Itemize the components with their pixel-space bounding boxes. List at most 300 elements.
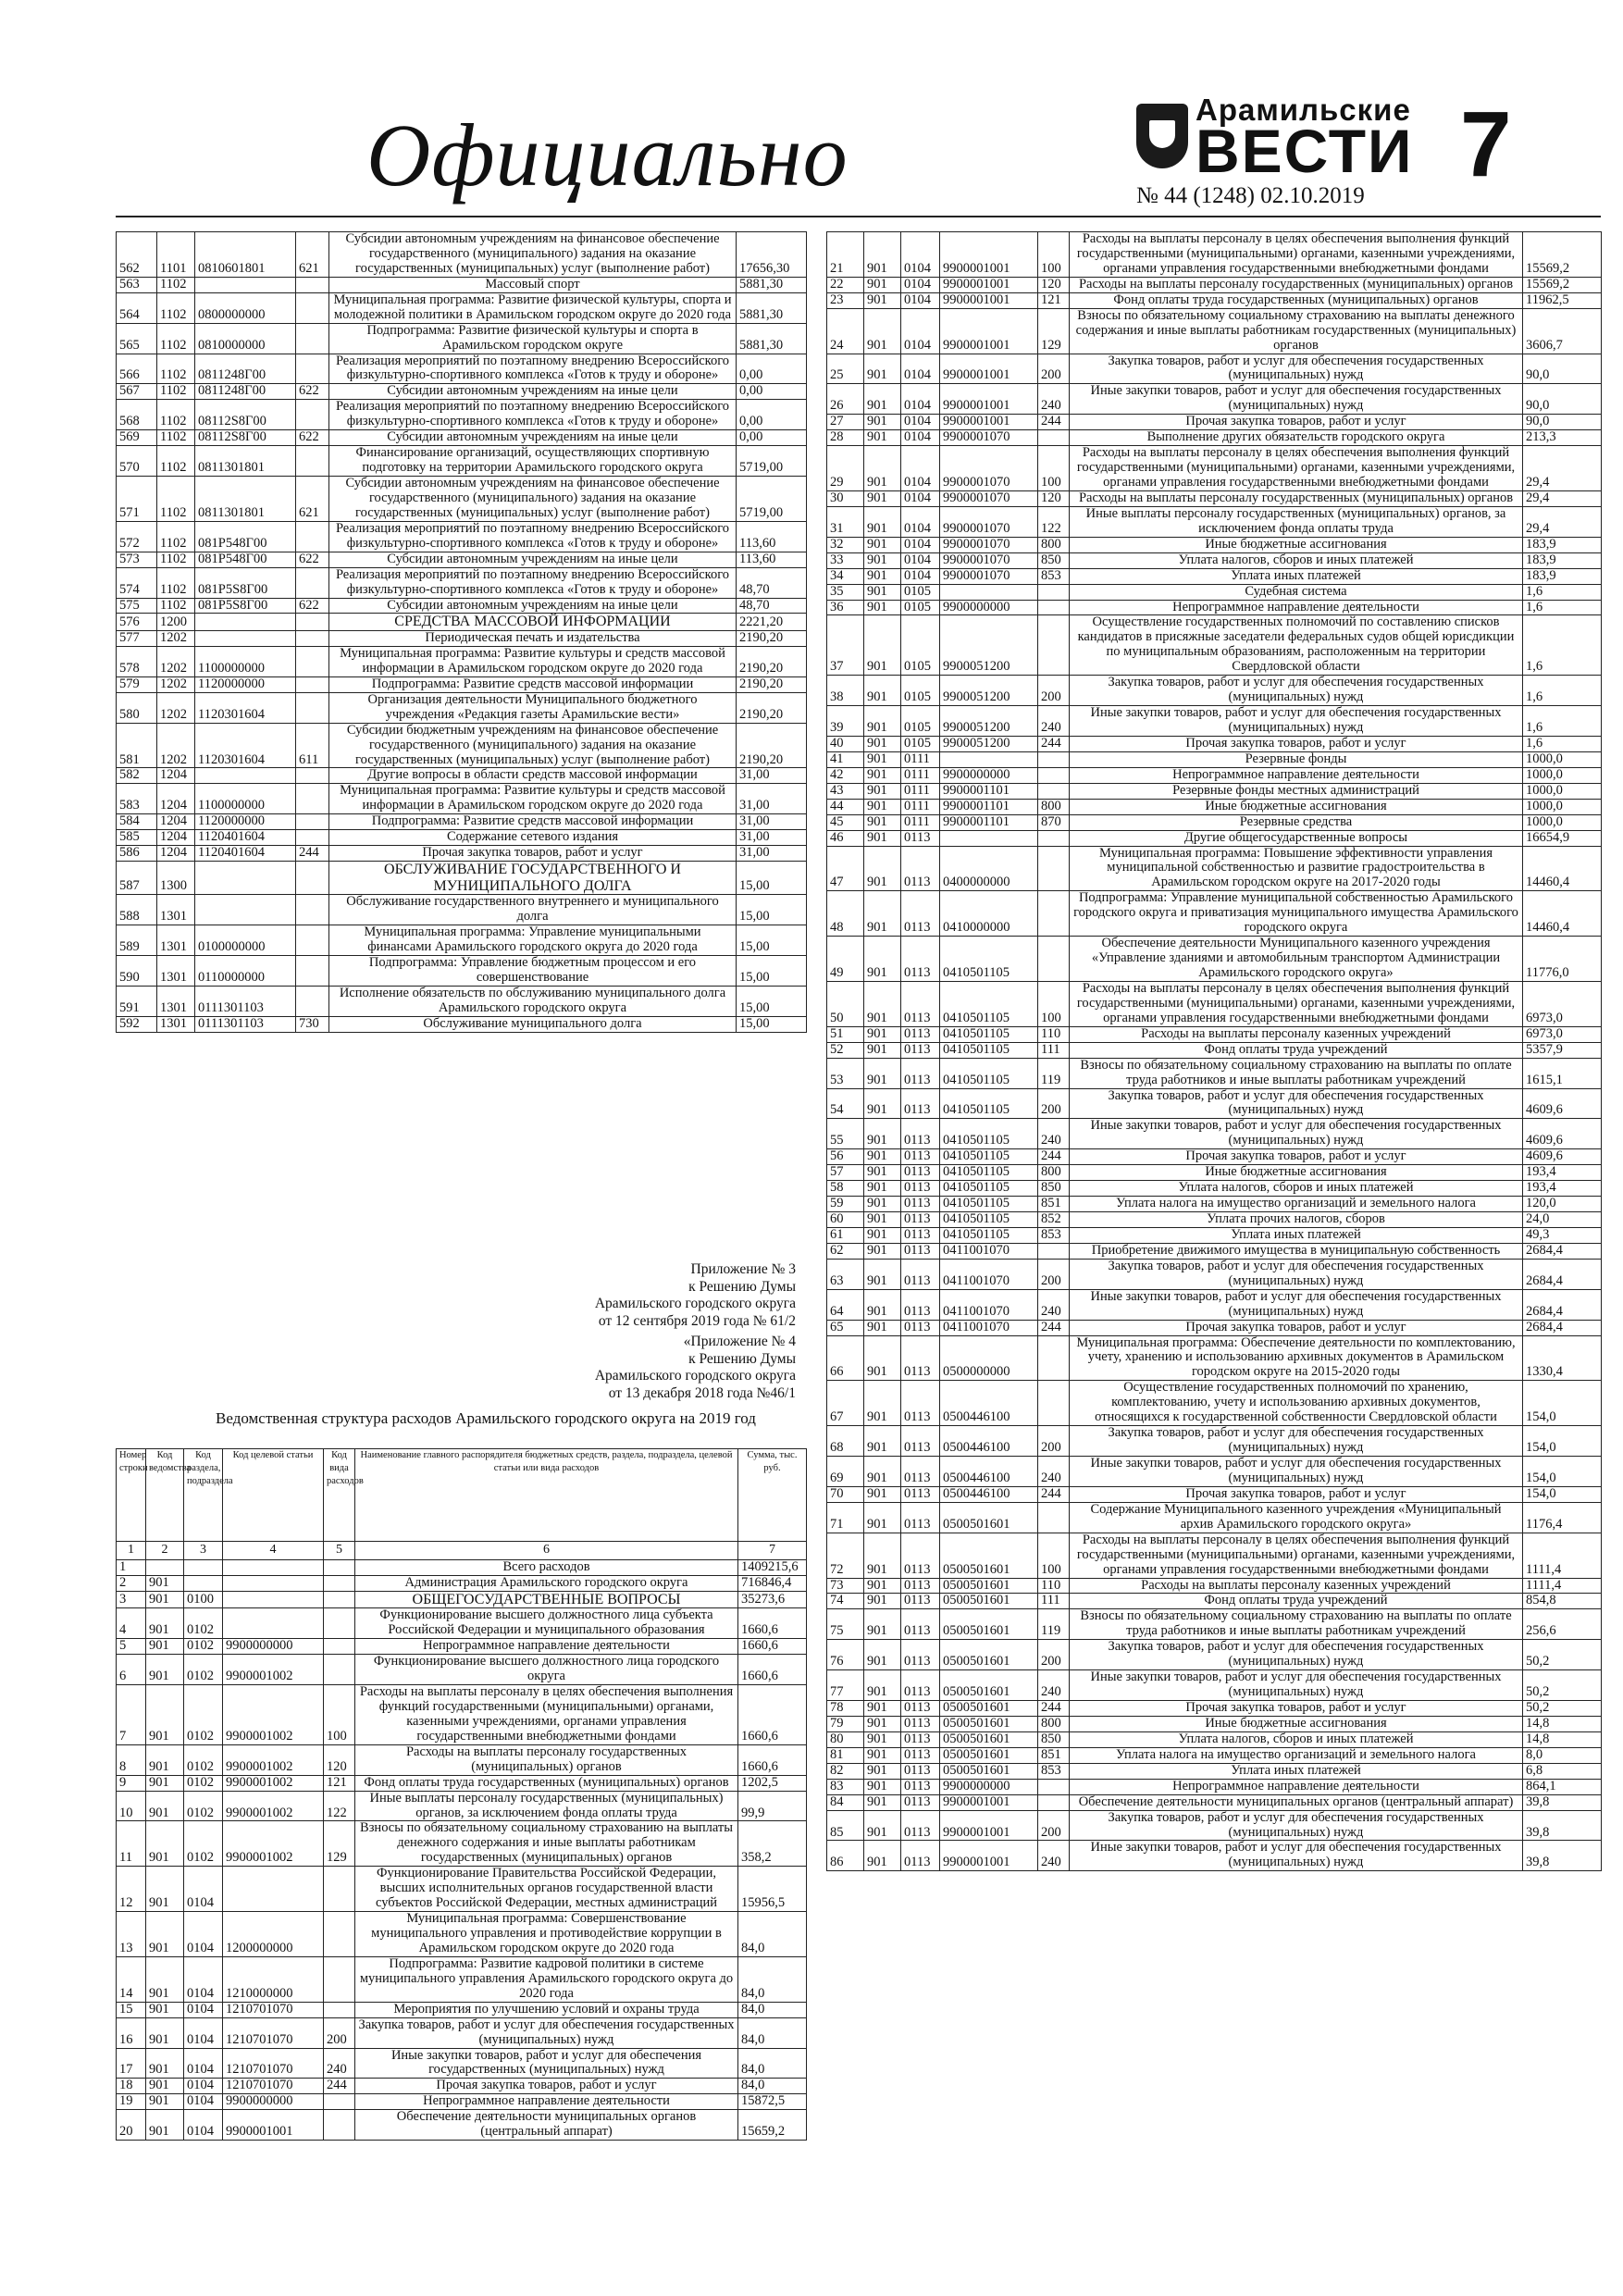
cell-expense-code: 621 [296, 232, 329, 278]
cell-expense-code: 120 [324, 1744, 355, 1775]
cell-target-code: 9900001070 [940, 506, 1038, 537]
table-row [827, 1381, 1602, 1426]
cell-description: Прочая закупка товаров, работ и услуг [1070, 1701, 1523, 1717]
cell-section-code: 0113 [901, 1763, 940, 1779]
cell-target-code: 9900000000 [940, 1779, 1038, 1794]
cell-expense-code: 129 [1038, 308, 1070, 354]
cell-dept-code: 901 [146, 2094, 184, 2110]
table-row [117, 723, 807, 768]
cell-row-number: 67 [827, 1381, 864, 1426]
cell-row-number: 85 [827, 1810, 864, 1841]
cell-target-code: 9900001001 [940, 415, 1038, 430]
cell-dept-code: 901 [864, 308, 901, 354]
cell-amount: 1,6 [1523, 676, 1602, 706]
cell-amount: 8,0 [1523, 1747, 1602, 1763]
cell-target-code: 0410000000 [940, 891, 1038, 937]
cell-section-code: 1101 [157, 232, 195, 278]
table-row [827, 891, 1602, 937]
cell-target-code: 0500501601 [940, 1578, 1038, 1594]
cell-dept-code: 901 [864, 1181, 901, 1197]
cell-dept-code: 901 [146, 1685, 184, 1745]
table-row [117, 925, 807, 956]
cell-expense-code [1038, 846, 1070, 891]
cell-row-number: 68 [827, 1426, 864, 1457]
cell-expense-code: 730 [296, 1016, 329, 1032]
cell-target-code: 1200000000 [223, 1912, 324, 1957]
table-row [827, 1533, 1602, 1578]
cell-amount: 1660,6 [738, 1685, 807, 1745]
cell-row-number: 569 [117, 430, 157, 446]
cell-target-code: 1120401604 [195, 846, 296, 862]
cell-section-code: 0113 [901, 1747, 940, 1763]
cell-description: ОБСЛУЖИВАНИЕ ГОСУДАРСТВЕННОГО И МУНИЦИПАЛЬНОГО ДОЛГА [329, 862, 737, 895]
cell-description: Подпрограмма: Управление муниципальной собственностью Арамильского городского округа и приватизация муниципального имущества Арамильского городского округа [1070, 891, 1523, 937]
cell-row-number: 572 [117, 521, 157, 552]
cell-section-code: 0113 [901, 1227, 940, 1243]
table-row [827, 799, 1602, 814]
cell-dept-code: 901 [864, 1289, 901, 1320]
cell-description: Обслуживание государственного внутреннего и муниципального долга [329, 895, 737, 925]
cell-section-code: 0102 [184, 1775, 223, 1791]
cell-expense-code [324, 1575, 355, 1591]
cell-amount: 2684,4 [1523, 1320, 1602, 1335]
cell-expense-code: 850 [1038, 1731, 1070, 1747]
cell-row-number: 586 [117, 846, 157, 862]
cell-target-code: 0500446100 [940, 1426, 1038, 1457]
cell-expense-code [324, 2002, 355, 2017]
table-row [117, 1821, 807, 1867]
cell-expense-code: 100 [1038, 446, 1070, 491]
cell-description: Закупка товаров, работ и услуг для обеспечения государственных (муниципальных) нужд [1070, 1259, 1523, 1289]
cell-expense-code [296, 354, 329, 384]
cell-description: Прочая закупка товаров, работ и услуг [355, 2079, 738, 2094]
cell-dept-code: 901 [864, 1763, 901, 1779]
table-row [827, 1426, 1602, 1457]
cell-dept-code: 901 [146, 1575, 184, 1591]
header-dept-code: Код ведомства [146, 1449, 184, 1542]
cell-target-code: 0410501105 [940, 981, 1038, 1026]
cell-row-number: 43 [827, 783, 864, 799]
cell-description: Осуществление государственных полномочий по хранению, комплектованию, учету и использованию архивных документов, относящихся к государственной собственности Свердловской области [1070, 1381, 1523, 1426]
table-row [117, 631, 807, 647]
cell-target-code: 1120000000 [195, 676, 296, 692]
cell-row-number: 8 [117, 1744, 146, 1775]
cell-expense-code [1038, 1502, 1070, 1533]
cell-amount: 120,0 [1523, 1197, 1602, 1212]
table-row [117, 292, 807, 323]
table-row [117, 846, 807, 862]
cell-target-code: 08112S8Г00 [195, 400, 296, 430]
cell-amount: 17656,30 [737, 232, 807, 278]
cell-expense-code [1038, 937, 1070, 982]
table-row [827, 1289, 1602, 1320]
cell-target-code: 0411001070 [940, 1320, 1038, 1335]
cell-row-number: 74 [827, 1594, 864, 1609]
cell-target-code: 0410501105 [940, 1026, 1038, 1042]
appendix-line: Приложение № 3 [690, 1261, 796, 1277]
cell-row-number: 29 [827, 446, 864, 491]
cell-row-number: 573 [117, 552, 157, 567]
table-row [117, 521, 807, 552]
cell-amount: 5881,30 [737, 277, 807, 292]
cell-target-code: 081P5S8Г00 [195, 567, 296, 598]
cell-dept-code: 901 [864, 1149, 901, 1165]
cell-description: Содержание Муниципального казенного учреждения «Муниципальный архив Арамильского городского округа» [1070, 1502, 1523, 1533]
cell-row-number: 566 [117, 354, 157, 384]
cell-description: Функционирование высшего должностного лица городского округа [355, 1655, 738, 1685]
cell-description: Обеспечение деятельности муниципальных органов (центральный аппарат) [1070, 1794, 1523, 1810]
cell-section-code: 1102 [157, 400, 195, 430]
cell-description: Реализация мероприятий по поэтапному внедрению Всероссийского физкультурно-спортивного комплекса «Готов к труду и обороне» [329, 400, 737, 430]
cell-description: Взносы по обязательному социальному страхованию на выплаты денежного содержания и иные выплаты работникам государственных (муниципальных) органов [355, 1821, 738, 1867]
cell-amount: 716846,4 [738, 1575, 807, 1591]
cell-section-code: 0113 [901, 1149, 940, 1165]
cell-amount: 15872,5 [738, 2094, 807, 2110]
cell-section-code: 0113 [901, 1779, 940, 1794]
cell-amount: 5881,30 [737, 323, 807, 354]
cell-row-number: 45 [827, 814, 864, 830]
cell-section-code: 0113 [901, 1335, 940, 1381]
cell-amount: 0,00 [737, 430, 807, 446]
cell-description: Другие общегосударственные вопросы [1070, 830, 1523, 846]
cell-description: Прочая закупка товаров, работ и услуг [1070, 736, 1523, 751]
cell-section-code: 0113 [901, 1026, 940, 1042]
cell-target-code: 1100000000 [195, 646, 296, 676]
cell-amount: 1330,4 [1523, 1335, 1602, 1381]
cell-section-code: 0113 [901, 1810, 940, 1841]
cell-amount: 2190,20 [737, 631, 807, 647]
table-row [117, 1956, 807, 2002]
cell-amount: 49,3 [1523, 1227, 1602, 1243]
cell-expense-code [324, 1655, 355, 1685]
cell-row-number: 574 [117, 567, 157, 598]
cell-section-code: 0113 [901, 1243, 940, 1259]
cell-row-number: 22 [827, 277, 864, 292]
cell-expense-code: 850 [1038, 1181, 1070, 1197]
cell-expense-code: 100 [324, 1685, 355, 1745]
cell-section-code: 0100 [184, 1591, 223, 1608]
cell-target-code [223, 1575, 324, 1591]
cell-amount: 15,00 [737, 986, 807, 1016]
table-row [827, 1119, 1602, 1149]
cell-target-code: 0500446100 [940, 1486, 1038, 1502]
cell-section-code: 1301 [157, 895, 195, 925]
cell-amount: 1660,6 [738, 1639, 807, 1655]
cell-row-number: 82 [827, 1763, 864, 1779]
cell-target-code: 9900001001 [940, 277, 1038, 292]
table-row [827, 1640, 1602, 1670]
cell-expense-code: 611 [296, 723, 329, 768]
page-number: 7 [1460, 93, 1512, 196]
cell-row-number: 77 [827, 1670, 864, 1701]
cell-target-code: 9900001001 [940, 308, 1038, 354]
cell-description: Закупка товаров, работ и услуг для обеспечения государственных (муниципальных) нужд [1070, 1088, 1523, 1119]
cell-target-code [195, 768, 296, 784]
cell-target-code: 9900051200 [940, 615, 1038, 676]
cell-target-code: 0411001070 [940, 1243, 1038, 1259]
cell-section-code: 0113 [901, 1320, 940, 1335]
cell-expense-code [324, 1608, 355, 1639]
cell-amount: 1111,4 [1523, 1533, 1602, 1578]
cell-amount: 1660,6 [738, 1655, 807, 1685]
cell-row-number: 60 [827, 1212, 864, 1228]
cell-amount: 1000,0 [1523, 767, 1602, 783]
cell-expense-code [296, 521, 329, 552]
cell-section-code: 0113 [901, 1486, 940, 1502]
cell-description: Расходы на выплаты персоналу государственных (муниципальных) органов [1070, 490, 1523, 506]
cell-row-number: 21 [827, 232, 864, 278]
cell-row-number: 587 [117, 862, 157, 895]
cell-section-code: 0113 [901, 1594, 940, 1609]
cell-expense-code [1038, 830, 1070, 846]
table-row [827, 1320, 1602, 1335]
cell-section-code: 1102 [157, 446, 195, 477]
cell-amount: 1000,0 [1523, 751, 1602, 767]
cell-row-number: 25 [827, 354, 864, 384]
cell-row-number: 52 [827, 1042, 864, 1058]
cell-section-code: 0102 [184, 1791, 223, 1821]
cell-description: Расходы на выплаты персоналу в целях обеспечения выполнения функций государственными (муниципальными) органами, казенными учреждениями, органами управления государственными внебюджетными фондами [1070, 981, 1523, 1026]
cell-row-number: 71 [827, 1502, 864, 1533]
cell-target-code: 0500501601 [940, 1701, 1038, 1717]
cell-amount: 1111,4 [1523, 1578, 1602, 1594]
cell-dept-code: 901 [146, 1867, 184, 1912]
cell-dept-code: 901 [146, 2079, 184, 2094]
appendix-line: Арамильского городского округа [594, 1296, 796, 1312]
cell-target-code: 0500501601 [940, 1640, 1038, 1670]
cell-row-number: 14 [117, 1956, 146, 2002]
table-row [827, 706, 1602, 737]
cell-expense-code [1038, 1335, 1070, 1381]
cell-section-code: 0104 [184, 2110, 223, 2141]
cell-row-number: 83 [827, 1779, 864, 1794]
table-row [827, 384, 1602, 415]
cell-description: Закупка товаров, работ и услуг для обеспечения государственных (муниципальных) нужд [1070, 676, 1523, 706]
cell-section-code: 0104 [901, 490, 940, 506]
cell-description: Подпрограмма: Развитие средств массовой информации [329, 676, 737, 692]
cell-amount: 1176,4 [1523, 1502, 1602, 1533]
cell-expense-code [296, 692, 329, 723]
cell-target-code: 9900001002 [223, 1821, 324, 1867]
table-row [117, 986, 807, 1016]
cell-amount: 1615,1 [1523, 1058, 1602, 1088]
cell-section-code: 1102 [157, 521, 195, 552]
cell-description: Субсидии автономным учреждениям на финансовое обеспечение государственного (муниципального) задания на оказание государственных (муниципальных) услуг (выполнение работ) [329, 477, 737, 522]
cell-section-code: 1102 [157, 430, 195, 446]
vedomost-table [116, 1448, 807, 2141]
appendix-line: от 12 сентября 2019 года № 61/2 [598, 1312, 796, 1329]
cell-dept-code: 901 [864, 537, 901, 552]
cell-amount: 15,00 [737, 862, 807, 895]
cell-row-number: 27 [827, 415, 864, 430]
cell-amount: 84,0 [738, 2079, 807, 2094]
table-row [117, 277, 807, 292]
table-row [827, 846, 1602, 891]
cell-dept-code: 901 [864, 937, 901, 982]
cell-dept-code: 901 [864, 1578, 901, 1594]
cell-expense-code [296, 784, 329, 814]
cell-row-number: 581 [117, 723, 157, 768]
cell-dept-code: 901 [864, 1810, 901, 1841]
table-row [827, 1197, 1602, 1212]
table-row [117, 956, 807, 987]
cell-description: Иные бюджетные ассигнования [1070, 537, 1523, 552]
cell-dept-code: 901 [864, 1026, 901, 1042]
cell-expense-code [324, 2094, 355, 2110]
vedomost-table-right [826, 231, 1602, 1871]
col-number: 7 [738, 1542, 807, 1560]
cell-description: Уплата иных платежей [1070, 1763, 1523, 1779]
cell-expense-code: 244 [1038, 1149, 1070, 1165]
cell-amount: 4609,6 [1523, 1088, 1602, 1119]
table-row [827, 1058, 1602, 1088]
cell-amount: 29,4 [1523, 506, 1602, 537]
cell-expense-code: 622 [296, 552, 329, 567]
cell-expense-code [324, 1559, 355, 1575]
cell-expense-code [296, 925, 329, 956]
cell-expense-code: 240 [1038, 1119, 1070, 1149]
cell-target-code [195, 277, 296, 292]
cell-amount: 2684,4 [1523, 1243, 1602, 1259]
cell-dept-code: 901 [146, 1956, 184, 2002]
cell-expense-code [1038, 1381, 1070, 1426]
cell-description: СРЕДСТВА МАССОВОЙ ИНФОРМАЦИИ [329, 614, 737, 631]
cell-expense-code: 800 [1038, 799, 1070, 814]
cell-row-number: 33 [827, 552, 864, 568]
cell-section-code: 1102 [157, 292, 195, 323]
cell-amount: 14,8 [1523, 1731, 1602, 1747]
cell-description: Прочая закупка товаров, работ и услуг [1070, 1149, 1523, 1165]
cell-expense-code: 622 [296, 384, 329, 400]
cell-expense-code: 850 [1038, 552, 1070, 568]
cell-dept-code: 901 [146, 1744, 184, 1775]
cell-dept-code: 901 [864, 751, 901, 767]
cell-target-code: 08112S8Г00 [195, 430, 296, 446]
table-row [117, 768, 807, 784]
cell-amount: 11776,0 [1523, 937, 1602, 982]
cell-target-code [195, 614, 296, 631]
cell-dept-code: 901 [146, 2048, 184, 2079]
cell-amount: 84,0 [738, 2017, 807, 2048]
cell-amount: 15,00 [737, 925, 807, 956]
cell-row-number: 73 [827, 1578, 864, 1594]
cell-expense-code [1038, 767, 1070, 783]
cell-row-number: 62 [827, 1243, 864, 1259]
cell-expense-code: 853 [1038, 1227, 1070, 1243]
cell-amount: 16654,9 [1523, 830, 1602, 846]
table-row [117, 1639, 807, 1655]
header-amount: Сумма, тыс. руб. [738, 1449, 807, 1542]
cell-description: Уплата налога на имущество организаций и земельного налога [1070, 1747, 1523, 1763]
cell-amount: 864,1 [1523, 1779, 1602, 1794]
cell-target-code: 0410501105 [940, 1119, 1038, 1149]
table-row [117, 323, 807, 354]
cell-target-code: 0500501601 [940, 1594, 1038, 1609]
cell-row-number: 58 [827, 1181, 864, 1197]
cell-amount: 90,0 [1523, 384, 1602, 415]
cell-target-code: 1120401604 [195, 830, 296, 846]
cell-target-code: 0811301801 [195, 477, 296, 522]
cell-row-number: 9 [117, 1775, 146, 1791]
cell-section-code: 0113 [901, 1181, 940, 1197]
cell-target-code: 9900001070 [940, 568, 1038, 584]
cell-description: Субсидии автономным учреждениям на иные цели [329, 430, 737, 446]
cell-dept-code: 901 [864, 615, 901, 676]
cell-amount: 14,8 [1523, 1716, 1602, 1731]
cell-row-number: 32 [827, 537, 864, 552]
cell-description: Закупка товаров, работ и услуг для обеспечения государственных (муниципальных) нужд [1070, 1426, 1523, 1457]
cell-row-number: 16 [117, 2017, 146, 2048]
cell-section-code: 0102 [184, 1821, 223, 1867]
cell-target-code: 9900001070 [940, 446, 1038, 491]
cell-amount: 154,0 [1523, 1486, 1602, 1502]
cell-row-number: 63 [827, 1259, 864, 1289]
cell-description: Закупка товаров, работ и услуг для обеспечения государственных (муниципальных) нужд [355, 2017, 738, 2048]
cell-dept-code: 901 [146, 1775, 184, 1791]
cell-section-code: 0113 [901, 1165, 940, 1181]
cell-dept-code: 901 [864, 891, 901, 937]
table-row [117, 1775, 807, 1791]
cell-row-number: 36 [827, 600, 864, 615]
cell-section-code: 0102 [184, 1608, 223, 1639]
table-row [117, 1912, 807, 1957]
cell-amount: 31,00 [737, 768, 807, 784]
cell-section-code: 1300 [157, 862, 195, 895]
table-row [827, 584, 1602, 600]
cell-row-number: 2 [117, 1575, 146, 1591]
table-row [827, 1026, 1602, 1042]
cell-row-number: 72 [827, 1533, 864, 1578]
cell-expense-code: 240 [1038, 1670, 1070, 1701]
cell-expense-code [296, 768, 329, 784]
cell-description: Всего расходов [355, 1559, 738, 1575]
cell-expense-code [296, 814, 329, 830]
cell-row-number: 53 [827, 1058, 864, 1088]
cell-amount: 29,4 [1523, 446, 1602, 491]
cell-row-number: 66 [827, 1335, 864, 1381]
cell-target-code: 9900000000 [223, 1639, 324, 1655]
table-row [827, 506, 1602, 537]
coat-of-arms-icon [1136, 104, 1188, 168]
cell-row-number: 564 [117, 292, 157, 323]
cell-description: Иные закупки товаров, работ и услуг для обеспечения государственных (муниципальных) нужд [1070, 1841, 1523, 1871]
cell-amount: 113,60 [737, 552, 807, 567]
cell-expense-code [324, 1639, 355, 1655]
cell-target-code: 9900001001 [940, 1794, 1038, 1810]
cell-amount: 154,0 [1523, 1381, 1602, 1426]
cell-section-code: 1102 [157, 598, 195, 614]
col-number: 4 [223, 1542, 324, 1560]
cell-amount: 84,0 [738, 2048, 807, 2079]
cell-expense-code: 122 [324, 1791, 355, 1821]
cell-dept-code: 901 [864, 354, 901, 384]
col-number: 1 [117, 1542, 146, 1560]
cell-description: Взносы по обязательному социальному страхованию на выплаты по оплате труда работников и иные выплаты работникам учреждений [1070, 1609, 1523, 1640]
cell-row-number: 31 [827, 506, 864, 537]
cell-row-number: 19 [117, 2094, 146, 2110]
cell-amount: 1000,0 [1523, 799, 1602, 814]
cell-target-code [940, 830, 1038, 846]
table-row [117, 1608, 807, 1639]
cell-description: Расходы на выплаты персоналу государственных (муниципальных) органов [355, 1744, 738, 1775]
cell-row-number: 84 [827, 1794, 864, 1810]
cell-dept-code: 901 [146, 1591, 184, 1608]
cell-dept-code: 901 [146, 1912, 184, 1957]
cell-section-code: 1102 [157, 477, 195, 522]
cell-description: Непрограммное направление деятельности [1070, 1779, 1523, 1794]
cell-row-number: 11 [117, 1821, 146, 1867]
cell-section-code: 0113 [901, 846, 940, 891]
